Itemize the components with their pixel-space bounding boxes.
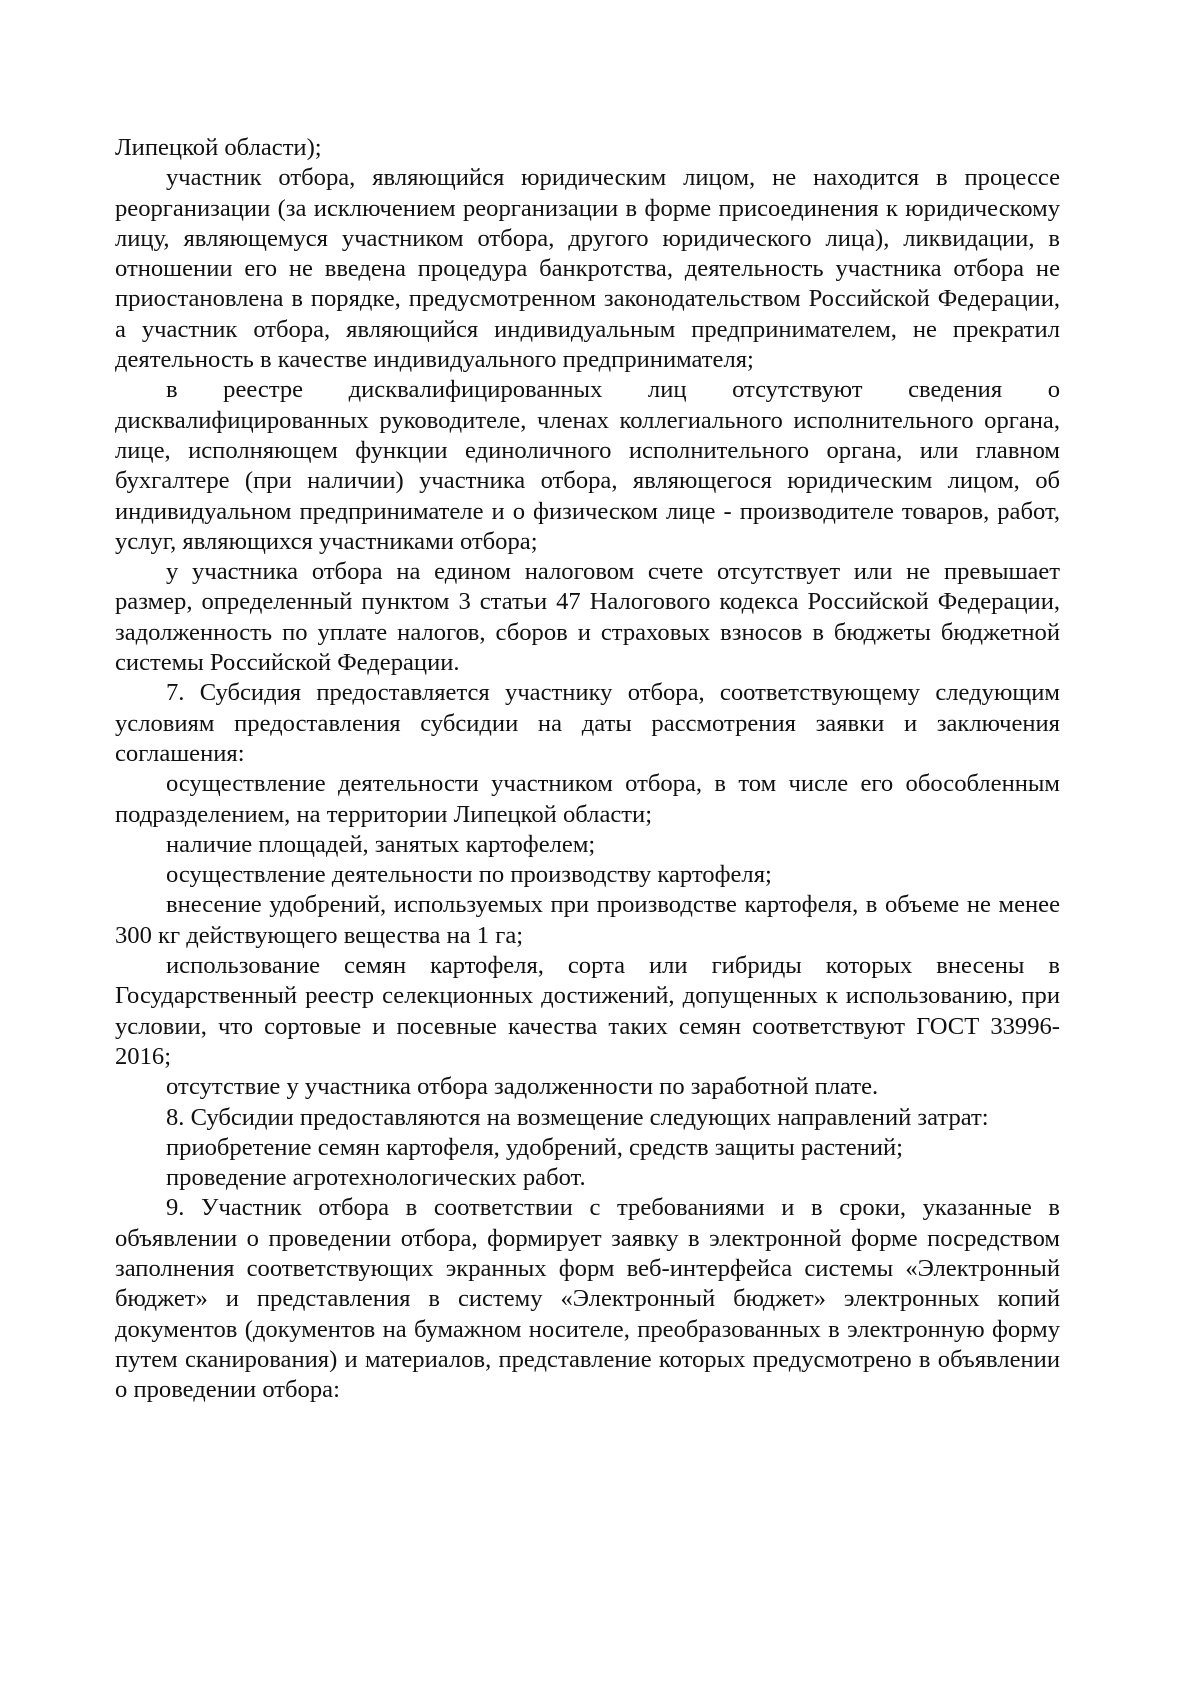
document-page (115, 133, 1060, 1405)
paragraph-item-9: 9. Участник отбора в соответствии с требованиями и в сроки, указанные в объявлении о проведении отбора, формирует заявку в электронной форме посредством заполнения соответствующих экранных форм веб-интерфейса системы «Электронный бюджет» и представления в систему «Электронный бюджет» электронных копий документов (документов на бумажном носителе, преобразованных в электронную форму путем сканирования) и материалов, представление которых предусмотрено в объявлении о проведении отбора: (115, 1194, 1060, 1404)
paragraph-seeds-registry: использование семян картофеля, сорта или гибриды которых внесены в Государственный реестр селекционных достижений, допущенных к использованию, при условии, что сортовые и посевные качества таких семян соответствуют ГОСТ 33996-2016; (115, 952, 1060, 1070)
paragraph-reorganization-condition: участник отбора, являющийся юридическим лицом, не находится в процессе реорганизации (за исключением реорганизации в форме присоединения к юридическому лицу, являющемуся участником отбора, другого юридического лица), ликвидации, в отношении его не введена процедура банкротства, деятельность участника отбора не приостановлена в порядке, предусмотренном законодательством Российской Федерации, а участник отбора, являющийся индивидуальным предпринимателем, не прекратил деятельность в качестве индивидуального предпринимателя; (115, 164, 1060, 374)
paragraph-agrotech-works: проведение агротехнологических работ. (166, 1164, 586, 1192)
paragraph-potato-areas: наличие площадей, занятых картофелем; (166, 830, 596, 858)
paragraph-item-8: 8. Субсидии предоставляются на возмещение следующих направлений затрат: (166, 1103, 989, 1131)
paragraph-fertilizers: внесение удобрений, используемых при производстве картофеля, в объеме не менее 300 кг действующего вещества на 1 га; (115, 891, 1060, 949)
paragraph-activity-territory: осуществление деятельности участником отбора, в том числе его обособленным подразделением, на территории Липецкой области; (115, 770, 1060, 828)
paragraph-tax-account: у участника отбора на едином налоговом счете отсутствует или не превышает размер, определенный пунктом 3 статьи 47 Налогового кодекса Российской Федерации, задолженность по уплате налогов, сборов и страховых взносов в бюджеты бюджетной системы Российской Федерации. (115, 558, 1060, 677)
paragraph-disqualified-registry: в реестре дисквалифицированных лиц отсутствуют сведения о дисквалифицированных руководителе, членах коллегиального исполнительного органа, лице, исполняющем функции единоличного исполнительного органа, или главном бухгалтере (при наличии) участника отбора, являющегося юридическим лицом, об индивидуальном предпринимателе и о физическом лице - производителе товаров, работ, услуг, являющихся участниками отбора; (115, 376, 1060, 555)
paragraph-potato-production: осуществление деятельности по производству картофеля; (166, 861, 772, 889)
paragraph-no-wage-debt: отсутствие у участника отбора задолженности по заработной плате. (166, 1073, 879, 1101)
paragraph-continuation: Липецкой области); (115, 134, 322, 161)
paragraph-purchase-seeds: приобретение семян картофеля, удобрений, средств защиты растений; (166, 1133, 903, 1161)
paragraph-item-7: 7. Субсидия предоставляется участнику отбора, соответствующему следующим условиям предоставления субсидии на даты рассмотрения заявки и заключения соглашения: (115, 679, 1060, 767)
